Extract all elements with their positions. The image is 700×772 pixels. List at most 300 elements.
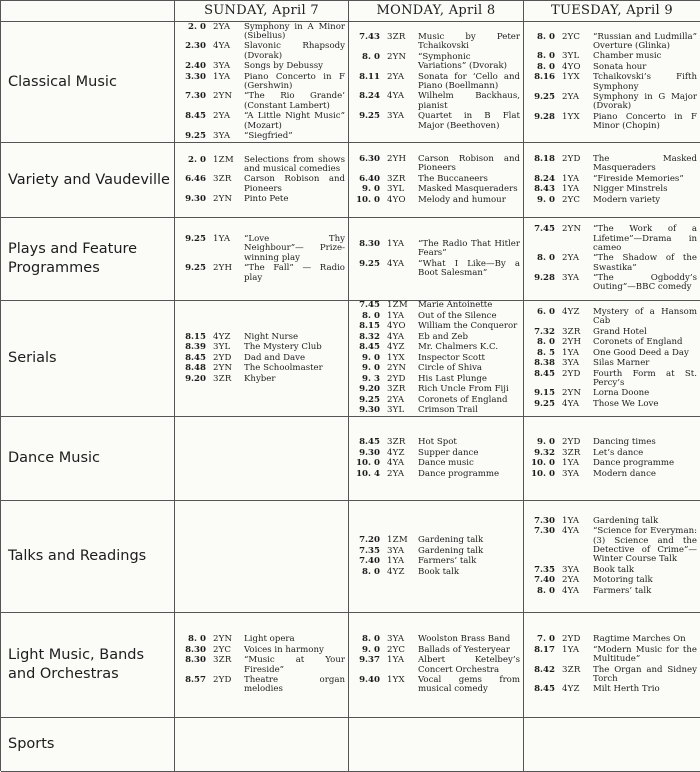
schedule-entry: [524, 328, 697, 337]
entry-time: 2.30: [185, 41, 206, 52]
entry-time: 9. 0: [362, 363, 380, 374]
entry-time: 8.45: [359, 342, 380, 353]
entry-time: 9.20: [185, 373, 206, 384]
entry-station: 2YA: [562, 575, 580, 586]
schedule-entry: [524, 576, 697, 585]
entry-station: 4YZ: [562, 684, 580, 695]
schedule-entry: [175, 646, 345, 655]
entry-time: 9.20: [359, 384, 380, 395]
entry-station: 4YZ: [387, 566, 405, 577]
entry-program: Wilhelm Backhaus, pianist: [418, 91, 520, 111]
entry-station: 4YA: [387, 458, 405, 469]
entry-program: Tchaikovski’s Fifth Symphony: [593, 72, 697, 92]
schedule-cell-tuesday: [524, 718, 700, 772]
entry-time: 9.40: [359, 675, 380, 686]
schedule-entry: [524, 254, 697, 273]
entry-time: 9.30: [185, 194, 206, 205]
entry-program: Sonata for ‘Cello and Piano (Boellmann): [418, 71, 520, 91]
entry-time: 8.16: [534, 72, 555, 83]
schedule-entry: [524, 155, 697, 174]
entry-time: 7.43: [359, 32, 380, 43]
entry-program: Book talk: [593, 564, 635, 575]
schedule-entry: [524, 185, 697, 194]
entry-program: “Modern Music for the Multitude”: [593, 644, 697, 665]
entry-program: Book talk: [418, 566, 460, 577]
entry-station: 2YA: [387, 468, 405, 479]
entry-time: 8. 5: [537, 347, 555, 358]
entry-program: Light opera: [244, 634, 295, 645]
entry-time: 8. 0: [537, 31, 555, 42]
entry-program: Piano Concerto in F (Gershwin): [244, 71, 345, 91]
entry-time: 7.35: [534, 564, 555, 575]
entry-program: Pinto Pete: [244, 194, 289, 205]
entry-program: Masked Masqueraders: [418, 184, 518, 195]
entry-time: 7.45: [359, 301, 380, 311]
entry-time: 7. 0: [537, 634, 555, 645]
entry-time: 9. 0: [537, 194, 555, 205]
day-header-tuesday: TUESDAY, April 9: [524, 1, 700, 22]
schedule-entry: [175, 112, 345, 131]
entry-time: 3.30: [185, 71, 206, 82]
corner-cell: [1, 1, 175, 22]
schedule-cell-tuesday: [524, 301, 700, 417]
entry-time: 7.35: [359, 545, 380, 556]
entry-time: 9.25: [185, 263, 206, 274]
entry-station: 3ZR: [387, 32, 406, 43]
schedule-cell-monday: [349, 501, 524, 613]
entry-time: 8.15: [185, 331, 206, 342]
entry-station: 1ZM: [213, 154, 234, 165]
schedule-entry: [349, 375, 520, 384]
schedule-entry: [349, 185, 520, 194]
entry-station: 2YC: [213, 644, 232, 655]
entry-program: Ballads of Yesteryear: [418, 644, 511, 655]
entry-station: 3ZR: [562, 326, 581, 337]
entry-station: 2YN: [562, 388, 582, 399]
schedule-entry: [349, 260, 520, 279]
schedule-entry: [349, 364, 520, 373]
entry-program: Dance programme: [593, 458, 675, 469]
schedule-entry: [349, 92, 520, 111]
schedule-entry: [524, 449, 697, 458]
entry-station: 4YA: [562, 585, 580, 596]
entry-time: 8. 0: [537, 253, 555, 264]
entry-station: 4YO: [387, 321, 406, 332]
schedule-entry: [524, 52, 697, 61]
entry-program: “What I Like—By a Boot Salesman”: [418, 258, 520, 278]
schedule-entry: [524, 274, 697, 293]
entry-station: 3YA: [562, 273, 580, 284]
entry-program: Silas Marner: [593, 358, 650, 369]
entry-program: Supper dance: [418, 447, 479, 458]
entry-time: 8.24: [534, 173, 555, 184]
schedule-entry: [175, 676, 345, 695]
schedule-entry: [524, 635, 697, 644]
schedule-entry: [349, 385, 520, 394]
entry-program: “Siegfried”: [244, 131, 293, 142]
entry-station: 1ZM: [387, 535, 408, 546]
entry-station: 2YD: [387, 373, 406, 384]
schedule-cell-sunday: [175, 301, 349, 417]
entry-program: “Russian and Ludmilla” Overture (Glinka): [593, 31, 697, 51]
schedule-cell-monday: [349, 613, 524, 718]
schedule-entry: [175, 354, 345, 363]
entry-station: 4YZ: [387, 342, 405, 353]
entry-station: 3ZR: [387, 437, 406, 448]
entry-time: 8.48: [185, 363, 206, 374]
schedule-entry: [349, 73, 520, 92]
entry-time: 9.30: [359, 447, 380, 458]
schedule-cell-sunday: [175, 718, 349, 772]
entry-program: Eb and Zeb: [418, 331, 468, 342]
entry-time: 9.25: [185, 131, 206, 142]
entry-station: 2YN: [387, 51, 407, 62]
entry-program: Mr. Chalmers K.C.: [418, 342, 499, 353]
entry-station: 3YA: [387, 634, 405, 645]
entry-station: 2YH: [387, 153, 407, 164]
schedule-entry: [349, 240, 520, 259]
entry-time: 9.25: [359, 394, 380, 405]
entry-program: Nigger Minstrels: [593, 184, 668, 195]
entry-program: Woolston Brass Band: [418, 634, 511, 645]
entry-program: Farmers’ talk: [418, 556, 477, 567]
entry-station: 3ZR: [387, 173, 406, 184]
entry-time: 9. 0: [362, 184, 380, 195]
entry-station: 2YN: [213, 91, 233, 102]
entry-time: 2. 0: [188, 154, 206, 165]
entry-time: 9.28: [534, 111, 555, 122]
entry-station: 2YA: [387, 71, 405, 82]
entry-station: 4YZ: [562, 306, 580, 317]
entry-program: Out of the Silence: [418, 310, 497, 321]
entry-station: 2YD: [562, 153, 581, 164]
entry-station: 2YC: [562, 194, 581, 205]
entry-station: 1ZM: [387, 301, 408, 311]
entry-program: The Schoolmaster: [244, 363, 323, 374]
entry-time: 7.40: [359, 556, 380, 567]
entry-station: 4YA: [387, 331, 405, 342]
entry-time: 6.30: [359, 153, 380, 164]
schedule-entry: [349, 547, 520, 556]
entry-program: “The Shadow of the Swastika”: [593, 253, 697, 273]
entry-station: 1YA: [562, 347, 580, 358]
schedule-cell-monday: [349, 301, 524, 417]
schedule-entry: [349, 438, 520, 447]
entry-station: 2YN: [213, 194, 233, 205]
entry-time: 9.28: [534, 273, 555, 284]
entry-station: 3YL: [387, 405, 405, 416]
schedule-entry: [524, 459, 697, 468]
category-label: Classical Music: [1, 22, 175, 143]
schedule-entry: [524, 517, 697, 526]
schedule-cell-sunday: [175, 143, 349, 218]
entry-time: 10. 0: [531, 458, 555, 469]
entry-station: 1YA: [562, 184, 580, 195]
entry-time: 8.30: [185, 644, 206, 655]
entry-station: 3YA: [213, 61, 231, 72]
entry-program: The Buccaneers: [418, 173, 488, 184]
entry-program: “A Little Night Music” (Mozart): [244, 111, 345, 131]
entry-time: 9. 0: [537, 437, 555, 448]
schedule-entry: [349, 112, 520, 131]
entry-station: 3ZR: [213, 174, 232, 185]
entry-station: 1YA: [562, 173, 580, 184]
entry-time: 2. 0: [188, 22, 206, 32]
schedule-cell-tuesday: [524, 501, 700, 613]
schedule-entry: [349, 449, 520, 458]
entry-program: The Organ and Sidney Torch: [593, 664, 697, 684]
entry-time: 10. 4: [356, 468, 380, 479]
entry-time: 7.30: [534, 526, 555, 537]
category-label: Plays and Feature Programmes: [1, 218, 175, 301]
entry-station: 2YH: [562, 337, 582, 348]
entry-program: Marie Antoinette: [418, 301, 493, 311]
schedule-entry: [175, 343, 345, 352]
schedule-entry: [349, 459, 520, 468]
schedule-entry: [175, 656, 345, 675]
entry-station: 4YA: [387, 91, 405, 102]
entry-station: 2YA: [213, 111, 231, 122]
entry-time: 8. 0: [537, 51, 555, 62]
entry-program: Farmers’ talk: [593, 585, 652, 596]
schedule-entry: [524, 359, 697, 368]
schedule-entry: [175, 264, 345, 283]
schedule-entry: [349, 656, 520, 675]
entry-program: “The Fall” — Radio play: [244, 263, 345, 283]
entry-time: 8.24: [359, 91, 380, 102]
entry-time: 8.45: [534, 684, 555, 695]
entry-program: Albert Ketelbey’s Concert Orchestra: [418, 655, 520, 675]
schedule-cell-sunday: [175, 417, 349, 501]
schedule-entry: [175, 42, 345, 61]
entry-program: Theatre organ melodies: [244, 675, 345, 695]
entry-station: 2YA: [562, 253, 580, 264]
entry-program: The Mystery Club: [244, 342, 322, 353]
schedule-entry: [524, 33, 697, 52]
schedule-cell-tuesday: [524, 143, 700, 218]
entry-station: 4YA: [562, 398, 580, 409]
schedule-cell-tuesday: [524, 22, 700, 143]
entry-time: 8.32: [359, 331, 380, 342]
schedule-entry: [524, 470, 697, 479]
entry-program: Circle of Shiva: [418, 363, 483, 374]
entry-station: 2YA: [562, 92, 580, 103]
schedule-entry: [349, 175, 520, 184]
schedule-entry: [524, 400, 697, 409]
entry-station: 2YA: [387, 394, 405, 405]
entry-program: “Love Thy Neighbour”— Prize-winning play: [244, 234, 345, 263]
day-header-sunday: SUNDAY, April 7: [175, 1, 349, 22]
entry-station: 3ZR: [213, 373, 232, 384]
entry-time: 7.30: [534, 515, 555, 526]
entry-time: 8. 0: [537, 61, 555, 72]
entry-station: 3ZR: [387, 384, 406, 395]
entry-program: Dance programme: [418, 468, 500, 479]
schedule-entry: [524, 438, 697, 447]
entry-time: 2.40: [185, 61, 206, 72]
entry-program: His Last Plunge: [418, 373, 487, 384]
entry-time: 10. 0: [531, 468, 555, 479]
entry-time: 9. 0: [362, 352, 380, 363]
schedule-entry: [349, 155, 520, 174]
entry-station: 1YA: [562, 644, 580, 655]
entry-station: 1YA: [562, 458, 580, 469]
schedule-entry: [175, 62, 345, 71]
entry-time: 9.25: [534, 92, 555, 103]
entry-time: 8.45: [534, 368, 555, 379]
entry-program: “The Radio That Hitler Fears”: [418, 238, 520, 259]
entry-station: 1YA: [387, 310, 405, 321]
schedule-entry: [349, 312, 520, 321]
schedule-entry: [524, 566, 697, 575]
entry-time: 9.32: [534, 447, 555, 458]
entry-station: 1YX: [387, 675, 405, 686]
entry-program: Quartet in B Flat Major (Beethoven): [418, 111, 520, 131]
schedule-entry: [175, 635, 345, 644]
entry-station: 2YD: [213, 675, 232, 686]
schedule-entry: [349, 53, 520, 72]
entry-time: 8.17: [534, 644, 555, 655]
entry-time: 6.40: [359, 173, 380, 184]
schedule-cell-sunday: [175, 218, 349, 301]
schedule-cell-monday: [349, 143, 524, 218]
schedule-entry: [524, 338, 697, 347]
entry-time: 8.45: [359, 437, 380, 448]
entry-station: 4YA: [562, 526, 580, 537]
entry-station: 2YN: [387, 363, 407, 374]
schedule-entry: [524, 527, 697, 564]
entry-station: 1YA: [562, 515, 580, 526]
entry-program: Vocal gems from musical comedy: [418, 675, 520, 695]
entry-time: 8. 0: [362, 566, 380, 577]
schedule-entry: [524, 685, 697, 694]
entry-station: 3YA: [387, 545, 405, 556]
schedule-cell-monday: [349, 218, 524, 301]
entry-time: 8.45: [185, 352, 206, 363]
entry-time: 8.57: [185, 675, 206, 686]
entry-station: 2YD: [562, 437, 581, 448]
entry-program: Mystery of a Hansom Cab: [593, 306, 697, 327]
entry-station: 2YH: [213, 263, 233, 274]
entry-station: 3ZR: [213, 655, 232, 666]
entry-program: Crimson Trail: [418, 405, 478, 416]
entry-station: 1YX: [387, 352, 405, 363]
entry-program: Melody and humour: [418, 194, 506, 205]
entry-time: 9.25: [185, 234, 206, 245]
entry-time: 8.39: [185, 342, 206, 353]
entry-station: 2YN: [213, 363, 233, 374]
schedule-entry: [524, 389, 697, 398]
schedule-cell-tuesday: [524, 417, 700, 501]
schedule-entry: [524, 73, 697, 92]
entry-time: 9.25: [534, 398, 555, 409]
entry-time: 9. 3: [362, 373, 380, 384]
entry-program: Gardening talk: [418, 545, 484, 556]
entry-program: Ragtime Marches On: [593, 634, 686, 645]
entry-time: 8.38: [534, 358, 555, 369]
schedule-entry: [349, 635, 520, 644]
schedule-entry: [524, 666, 697, 685]
schedule-entry: [349, 406, 520, 415]
entry-time: 8. 0: [188, 634, 206, 645]
entry-program: Coronets of England: [593, 337, 683, 348]
entry-program: Carson Robison and Pioneers: [244, 174, 345, 194]
entry-program: Motoring talk: [593, 575, 653, 586]
entry-program: Selections from shows and musical comedies: [244, 154, 345, 174]
entry-program: Sonata hour: [593, 61, 647, 72]
entry-station: 3YA: [213, 131, 231, 142]
entry-program: Modern variety: [593, 194, 661, 205]
entry-time: 8.43: [534, 184, 555, 195]
entry-time: 7.30: [185, 91, 206, 102]
entry-time: 8.18: [534, 153, 555, 164]
entry-program: “The Ogboddy’s Outing”—BBC comedy: [593, 273, 697, 293]
schedule-entry: [175, 333, 345, 342]
entry-time: 10. 0: [356, 194, 380, 205]
entry-program: Gardening talk: [593, 515, 659, 526]
entry-program: Symphony in G Major (Dvorak): [593, 92, 697, 112]
entry-station: 3YL: [387, 184, 405, 195]
entry-time: 9.25: [359, 111, 380, 122]
schedule-entry: [349, 322, 520, 331]
entry-time: 7.45: [534, 224, 555, 235]
entry-time: 7.20: [359, 535, 380, 546]
category-label: Serials: [1, 301, 175, 417]
entry-station: 3ZR: [562, 664, 581, 675]
entry-time: 9. 0: [362, 644, 380, 655]
schedule-entry: [524, 349, 697, 358]
entry-program: Carson Robison and Pioneers: [418, 153, 520, 174]
entry-program: “Fireside Memories”: [593, 173, 684, 184]
schedule-cell-sunday: [175, 501, 349, 613]
schedule-cell-sunday: [175, 22, 349, 143]
schedule-entry: [524, 587, 697, 596]
entry-program: The Masked Masqueraders: [593, 153, 697, 174]
entry-time: 8. 0: [537, 585, 555, 596]
schedule-entry: [175, 364, 345, 373]
category-label: Talks and Readings: [1, 501, 175, 613]
entry-time: 9.25: [359, 258, 380, 269]
schedule-cell-monday: [349, 718, 524, 772]
schedule-entry: [175, 235, 345, 263]
entry-program: “Science for Everyman: (3) Science and the Detective of Crime”—Winter Course Talk: [593, 526, 697, 565]
schedule-entry: [349, 333, 520, 342]
entry-program: Dance music: [418, 458, 474, 469]
entry-station: 4YO: [562, 61, 581, 72]
entry-station: 1YX: [562, 72, 580, 83]
entry-station: 3YA: [562, 564, 580, 575]
schedule-entry: [349, 33, 520, 52]
schedule-entry: [524, 646, 697, 665]
entry-time: 8.30: [185, 655, 206, 666]
entry-time: 9.30: [359, 405, 380, 416]
entry-station: 4YA: [213, 41, 231, 52]
entry-program: Dad and Dave: [244, 352, 306, 363]
day-header-monday: MONDAY, April 8: [349, 1, 524, 22]
entry-time: 8. 0: [537, 337, 555, 348]
entry-time: 7.32: [534, 326, 555, 337]
entry-program: Fourth Form at St. Percy’s: [593, 368, 697, 388]
schedule-entry: [524, 308, 697, 327]
schedule-entry: [524, 93, 697, 112]
entry-time: 8.11: [359, 71, 380, 82]
entry-station: 1YX: [562, 111, 580, 122]
entry-station: 4YZ: [387, 447, 405, 458]
entry-program: Piano Concerto in F Minor (Chopin): [593, 111, 697, 132]
schedule-entry: [349, 557, 520, 566]
entry-program: Those We Love: [593, 398, 659, 409]
schedule-cell-tuesday: [524, 218, 700, 301]
